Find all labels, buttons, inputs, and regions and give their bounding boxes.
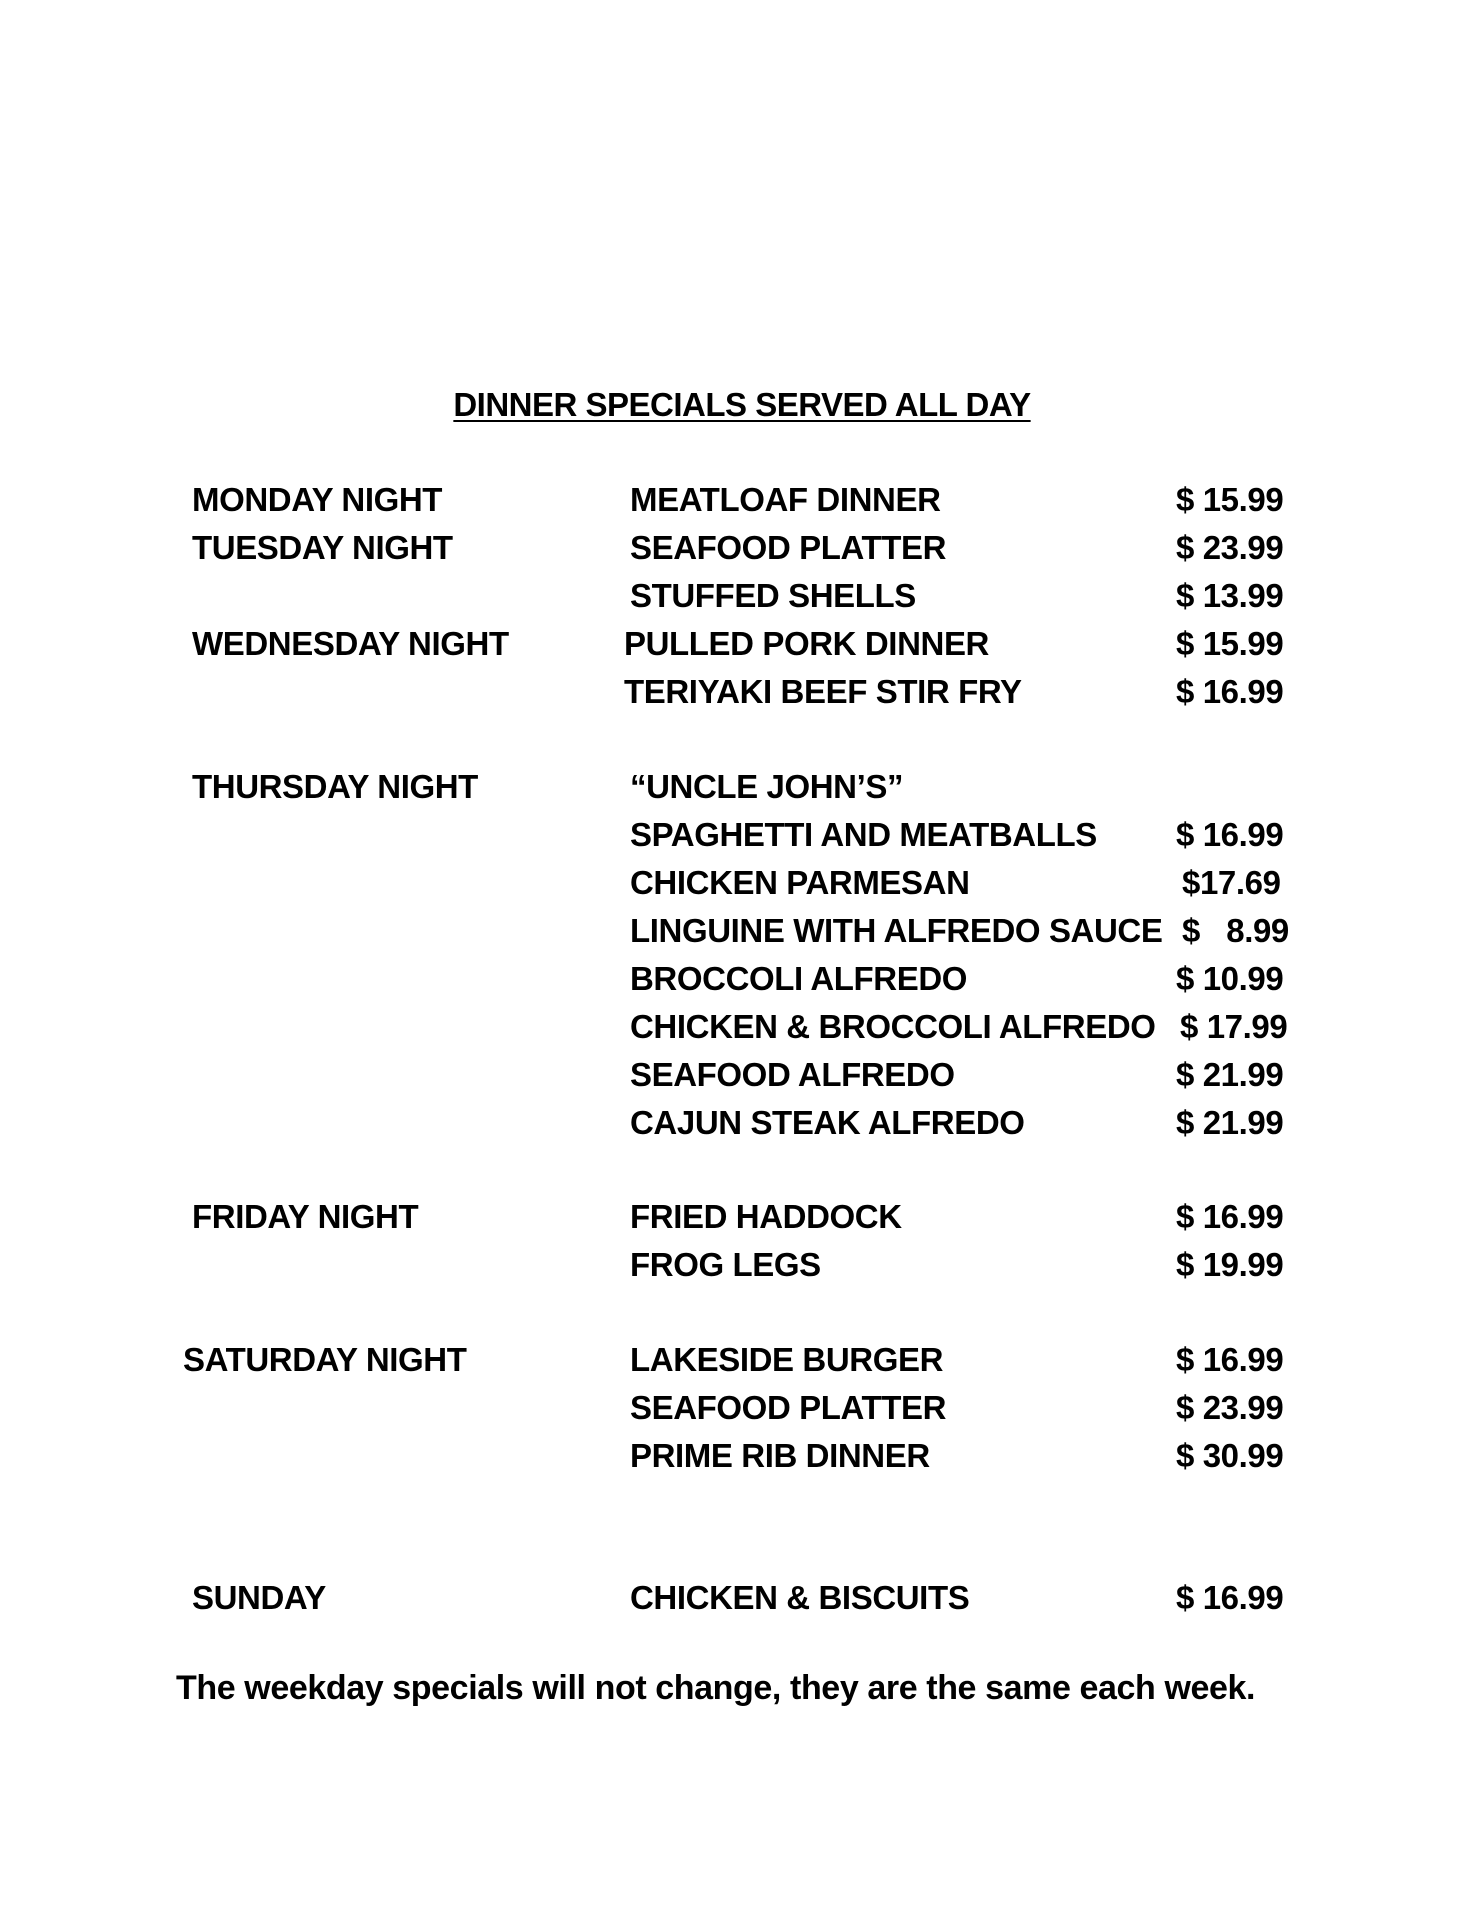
dish-name: MEATLOAF DINNER (630, 481, 941, 518)
menu-row (0, 1432, 1484, 1480)
footer-note: The weekday specials will not change, they are the same each week. (176, 1669, 1256, 1707)
dish-name: SEAFOOD PLATTER (630, 529, 947, 566)
dish-price: $ 16.99 (1176, 1198, 1284, 1235)
dish-price: $ 13.99 (1176, 577, 1284, 614)
day-label: SUNDAY (192, 1579, 326, 1616)
day-label: THURSDAY NIGHT (192, 768, 478, 805)
dish-price: $ 23.99 (1176, 529, 1284, 566)
menu-row (0, 524, 1484, 572)
day-label: TUESDAY NIGHT (192, 529, 453, 566)
day-label: WEDNESDAY NIGHT (192, 625, 509, 662)
dish-name: SEAFOOD PLATTER (630, 1389, 947, 1426)
menu-row (0, 476, 1484, 524)
day-label: MONDAY NIGHT (192, 481, 443, 518)
dish-name: PULLED PORK DINNER (624, 625, 989, 662)
dish-name: CHICKEN & BROCCOLI ALFREDO (630, 1008, 1156, 1045)
dish-name: CAJUN STEAK ALFREDO (630, 1104, 1025, 1141)
dish-name: LINGUINE WITH ALFREDO SAUCE (630, 912, 1163, 949)
dish-name: FRIED HADDOCK (630, 1198, 902, 1235)
dish-price: $ 21.99 (1176, 1104, 1284, 1141)
dish-price: $ 30.99 (1176, 1437, 1284, 1474)
dish-name: SEAFOOD ALFREDO (630, 1056, 955, 1093)
menu-row (0, 859, 1484, 907)
menu-row (0, 668, 1484, 716)
menu-row (0, 1003, 1484, 1051)
menu-row (0, 1574, 1484, 1622)
day-label: SATURDAY NIGHT (183, 1341, 467, 1378)
dish-price: $ 19.99 (1176, 1246, 1284, 1283)
menu-row (0, 1384, 1484, 1432)
dish-price: $ 8.99 (1182, 912, 1289, 949)
day-label: FRIDAY NIGHT (192, 1198, 419, 1235)
menu-row (0, 1099, 1484, 1147)
dish-name: LAKESIDE BURGER (630, 1341, 944, 1378)
menu-row (0, 620, 1484, 668)
menu-row (0, 907, 1484, 955)
dish-price: $ 16.99 (1176, 1579, 1284, 1616)
menu-row (0, 1336, 1484, 1384)
dish-name: FROG LEGS (630, 1246, 821, 1283)
menu-row (0, 1193, 1484, 1241)
dish-name: BROCCOLI ALFREDO (630, 960, 968, 997)
dish-name: TERIYAKI BEEF STIR FRY (624, 673, 1022, 710)
dish-price: $ 15.99 (1176, 481, 1284, 518)
dish-price: $ 21.99 (1176, 1056, 1284, 1093)
dish-name: CHICKEN & BISCUITS (630, 1579, 970, 1616)
dish-price: $ 16.99 (1176, 816, 1284, 853)
dish-name: PRIME RIB DINNER (630, 1437, 930, 1474)
dish-price: $ 15.99 (1176, 625, 1284, 662)
menu-title: DINNER SPECIALS SERVED ALL DAY (453, 386, 1031, 423)
menu-row (0, 572, 1484, 620)
dish-price: $ 23.99 (1176, 1389, 1284, 1426)
dish-name: SPAGHETTI AND MEATBALLS (630, 816, 1097, 853)
dish-price: $ 16.99 (1176, 673, 1284, 710)
menu-row (0, 955, 1484, 1003)
menu-row (0, 763, 1484, 811)
dish-price: $ 17.99 (1180, 1008, 1288, 1045)
dish-price: $ 16.99 (1176, 1341, 1284, 1378)
dish-name: “UNCLE JOHN’S” (630, 768, 904, 805)
dish-price: $ 10.99 (1176, 960, 1284, 997)
menu-row (0, 811, 1484, 859)
dish-price: $17.69 (1182, 864, 1281, 901)
dish-name: CHICKEN PARMESAN (630, 864, 970, 901)
menu-row (0, 1241, 1484, 1289)
dish-name: STUFFED SHELLS (630, 577, 916, 614)
menu-row (0, 1051, 1484, 1099)
